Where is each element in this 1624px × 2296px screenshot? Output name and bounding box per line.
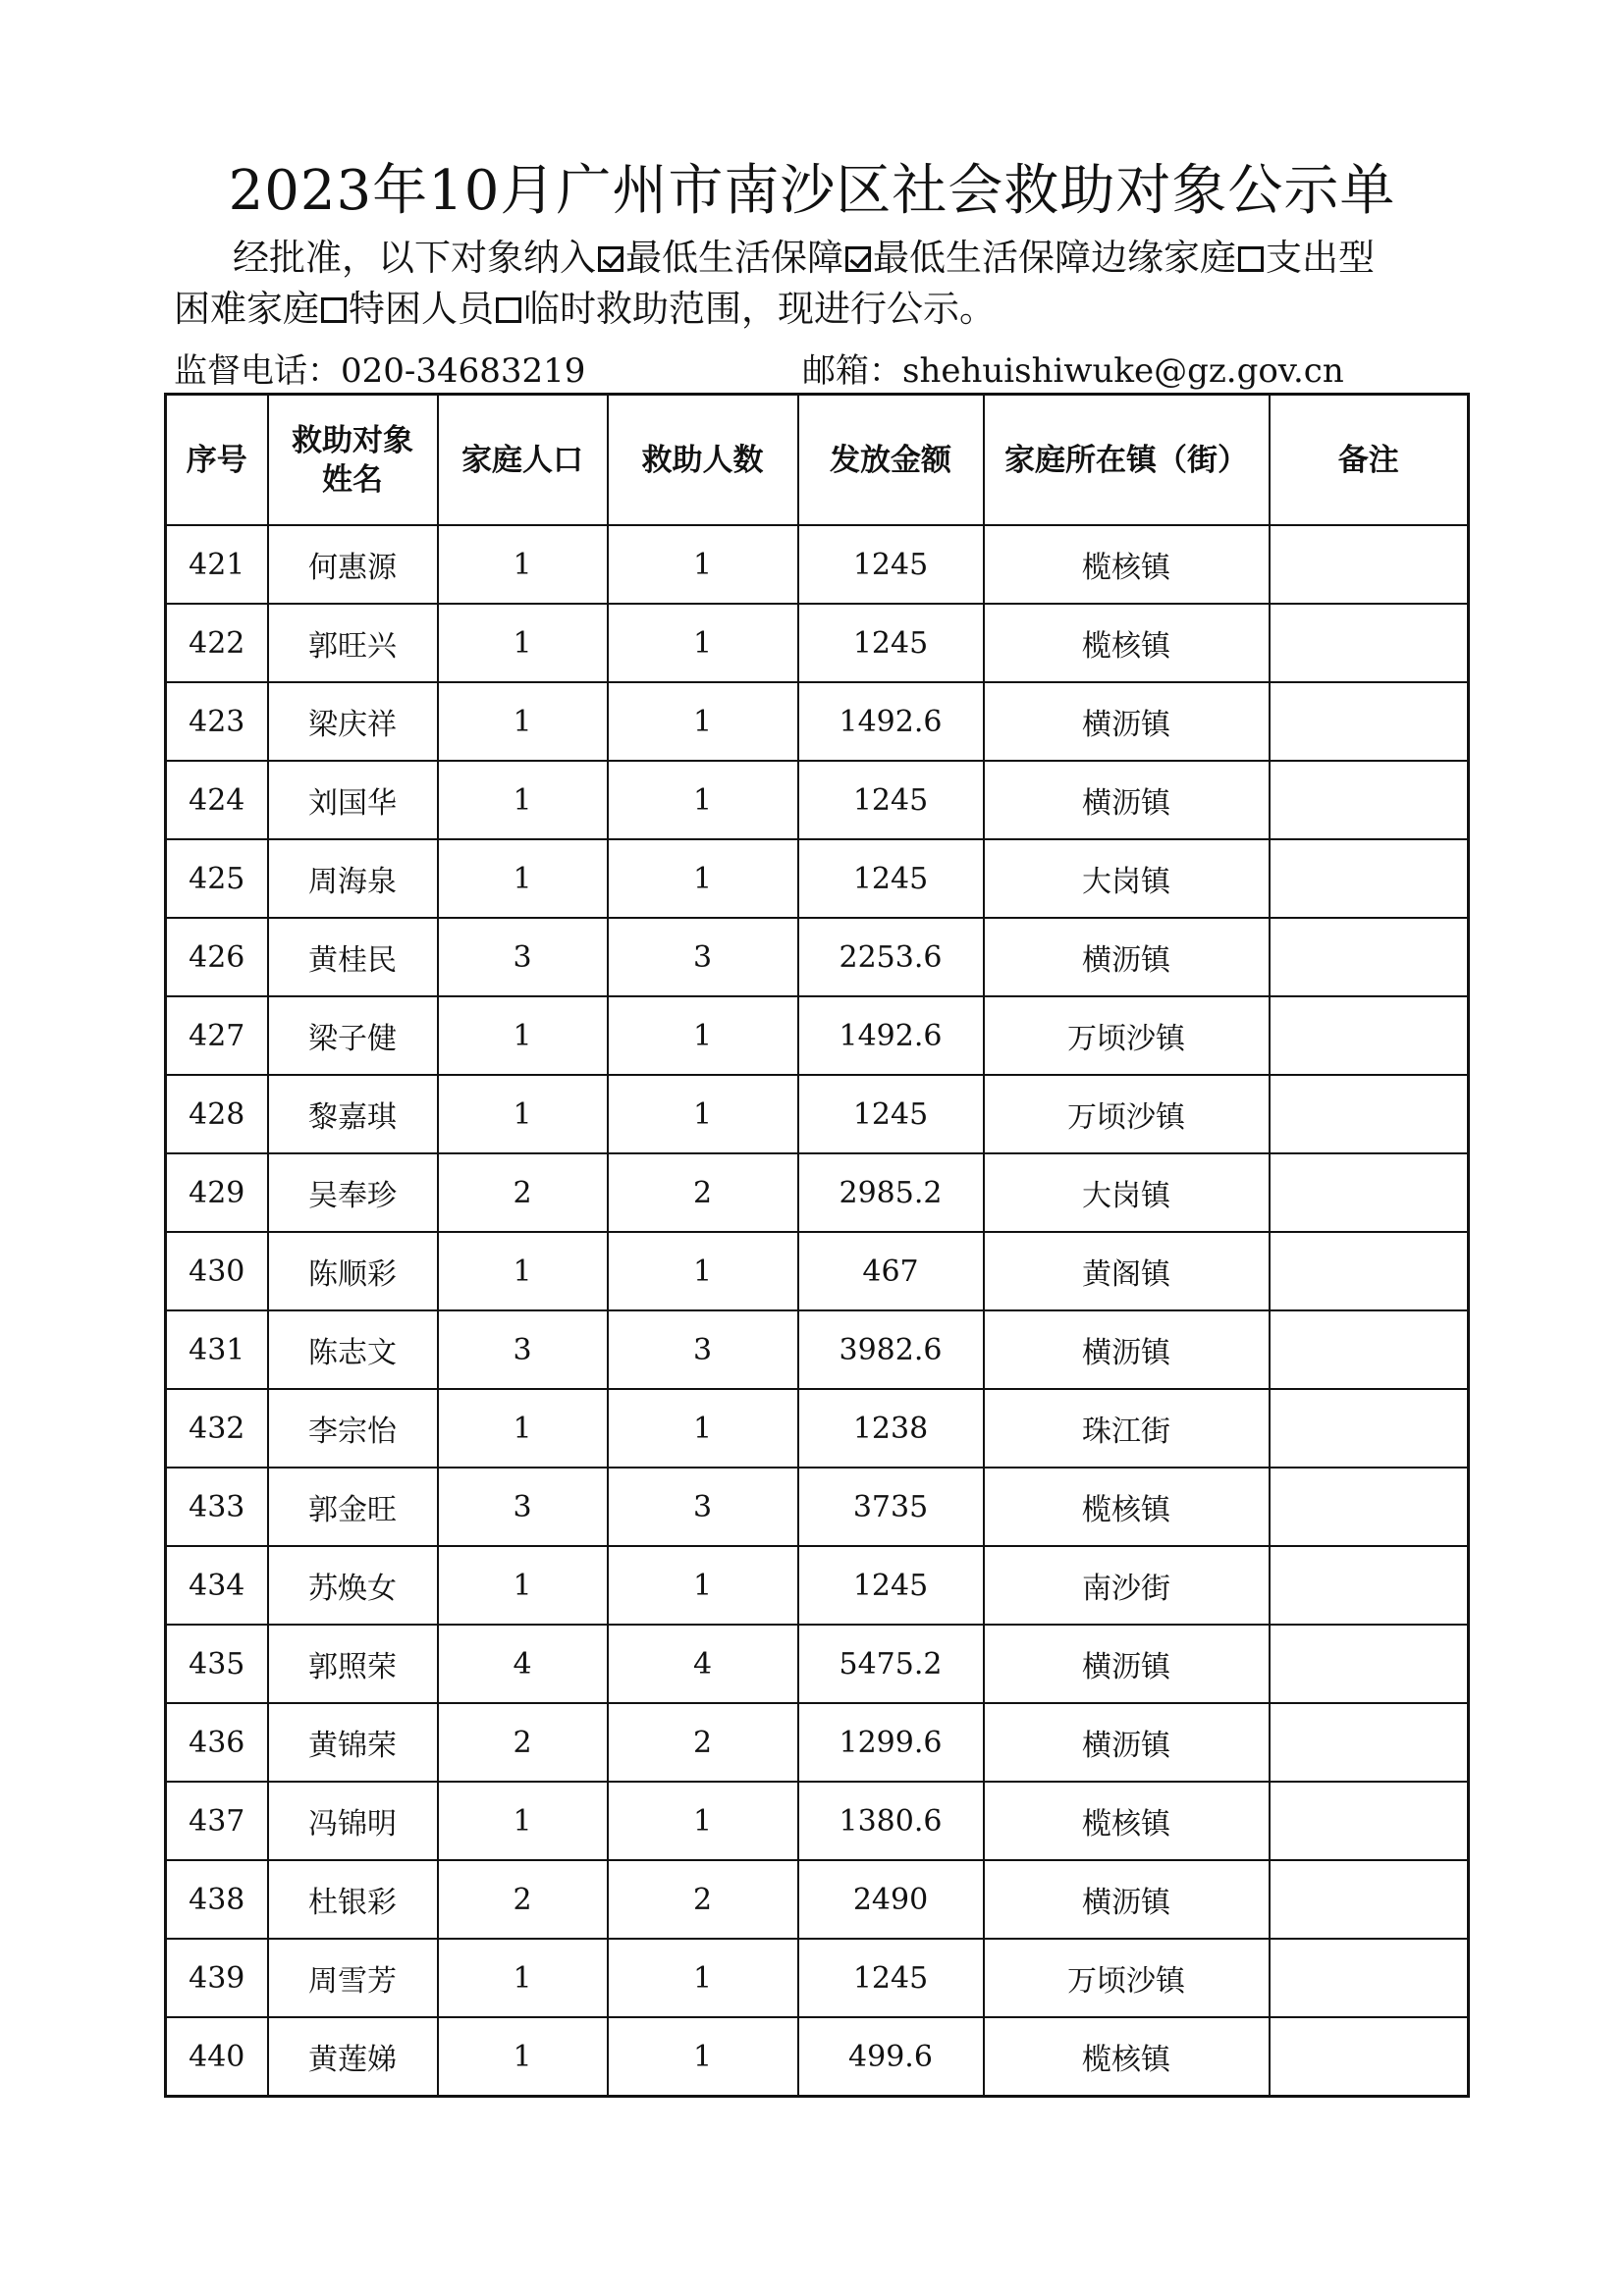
cell-amount: 1492.6: [798, 682, 984, 761]
cell-serial: 426: [166, 918, 268, 996]
header-household-size: 家庭人口: [438, 395, 608, 526]
cell-household-size: 1: [438, 2017, 608, 2097]
cell-town: 榄核镇: [984, 1468, 1270, 1546]
table-row: [166, 918, 1469, 996]
cell-aided-count: 3: [608, 918, 798, 996]
cell-town: 横沥镇: [984, 1310, 1270, 1389]
cell-serial: 436: [166, 1703, 268, 1782]
cell-serial: 432: [166, 1389, 268, 1468]
cell-aided-count: 1: [608, 1782, 798, 1860]
cell-name: 周雪芳: [268, 1939, 438, 2017]
cell-town: 黄阁镇: [984, 1232, 1270, 1310]
table-row: [166, 1860, 1469, 1939]
cell-serial: 431: [166, 1310, 268, 1389]
cell-aided-count: 2: [608, 1860, 798, 1939]
option-label: 特困人员: [349, 288, 494, 330]
intro-prefix: 经批准，以下对象纳入: [233, 237, 596, 279]
intro-paragraph: [174, 233, 1470, 335]
cell-aided-count: 1: [608, 996, 798, 1075]
cell-amount: 3982.6: [798, 1310, 984, 1389]
cell-name: 陈顺彩: [268, 1232, 438, 1310]
cell-name: 梁子健: [268, 996, 438, 1075]
recipient-table: [164, 393, 1470, 2098]
header-town: 家庭所在镇（街）: [984, 395, 1270, 526]
cell-name: 陈志文: [268, 1310, 438, 1389]
cell-aided-count: 1: [608, 2017, 798, 2097]
header-remarks: 备注: [1270, 395, 1469, 526]
cell-name: 刘国华: [268, 761, 438, 839]
cell-remarks: [1270, 918, 1469, 996]
cell-aided-count: 3: [608, 1468, 798, 1546]
cell-name: 李宗怡: [268, 1389, 438, 1468]
cell-aided-count: 1: [608, 1232, 798, 1310]
cell-town: 横沥镇: [984, 682, 1270, 761]
cell-household-size: 1: [438, 1546, 608, 1625]
cell-aided-count: 1: [608, 1939, 798, 2017]
cell-remarks: [1270, 1782, 1469, 1860]
cell-household-size: 1: [438, 604, 608, 682]
cell-serial: 434: [166, 1546, 268, 1625]
cell-remarks: [1270, 2017, 1469, 2097]
cell-remarks: [1270, 1153, 1469, 1232]
cell-household-size: 3: [438, 1310, 608, 1389]
cell-town: 万顷沙镇: [984, 996, 1270, 1075]
cell-serial: 423: [166, 682, 268, 761]
cell-remarks: [1270, 682, 1469, 761]
cell-amount: 1245: [798, 839, 984, 918]
cell-aided-count: 2: [608, 1703, 798, 1782]
cell-name: 冯锦明: [268, 1782, 438, 1860]
email-label: 邮箱：: [802, 351, 902, 391]
cell-serial: 433: [166, 1468, 268, 1546]
cell-name: 杜银彩: [268, 1860, 438, 1939]
table-row: [166, 1625, 1469, 1703]
cell-town: 万顷沙镇: [984, 1939, 1270, 2017]
table-header-row: [166, 395, 1469, 526]
option-label: 最低生活保障: [625, 237, 843, 279]
cell-household-size: 1: [438, 996, 608, 1075]
table-row: [166, 839, 1469, 918]
cell-remarks: [1270, 1939, 1469, 2017]
header-amount: 发放金额: [798, 395, 984, 526]
checkbox-unchecked-icon[interactable]: [1238, 246, 1264, 272]
cell-serial: 440: [166, 2017, 268, 2097]
cell-remarks: [1270, 761, 1469, 839]
cell-town: 横沥镇: [984, 761, 1270, 839]
checkbox-unchecked-icon[interactable]: [321, 297, 347, 323]
cell-household-size: 1: [438, 1232, 608, 1310]
cell-household-size: 2: [438, 1153, 608, 1232]
cell-aided-count: 2: [608, 1153, 798, 1232]
checkbox-checked-icon[interactable]: [598, 246, 623, 272]
option-label-part: 支出型: [1266, 237, 1375, 279]
cell-serial: 429: [166, 1153, 268, 1232]
cell-aided-count: 1: [608, 761, 798, 839]
cell-amount: 2490: [798, 1860, 984, 1939]
table-row: [166, 1782, 1469, 1860]
cell-name: 黄莲娣: [268, 2017, 438, 2097]
cell-amount: 2253.6: [798, 918, 984, 996]
cell-household-size: 1: [438, 1782, 608, 1860]
cell-household-size: 1: [438, 839, 608, 918]
cell-amount: 467: [798, 1232, 984, 1310]
cell-town: 榄核镇: [984, 525, 1270, 604]
cell-serial: 421: [166, 525, 268, 604]
cell-aided-count: 1: [608, 682, 798, 761]
cell-remarks: [1270, 1860, 1469, 1939]
cell-household-size: 2: [438, 1703, 608, 1782]
cell-name: 郭旺兴: [268, 604, 438, 682]
cell-amount: 1380.6: [798, 1782, 984, 1860]
header-name: 救助对象 姓名: [268, 395, 438, 526]
cell-serial: 437: [166, 1782, 268, 1860]
cell-town: 大岗镇: [984, 1153, 1270, 1232]
cell-serial: 439: [166, 1939, 268, 2017]
cell-remarks: [1270, 604, 1469, 682]
cell-aided-count: 4: [608, 1625, 798, 1703]
cell-amount: 1245: [798, 525, 984, 604]
cell-amount: 1492.6: [798, 996, 984, 1075]
cell-remarks: [1270, 1310, 1469, 1389]
cell-remarks: [1270, 1389, 1469, 1468]
phone-label: 监督电话：: [174, 351, 341, 391]
cell-remarks: [1270, 1703, 1469, 1782]
cell-town: 珠江街: [984, 1389, 1270, 1468]
cell-name: 梁庆祥: [268, 682, 438, 761]
cell-household-size: 2: [438, 1860, 608, 1939]
cell-amount: 2985.2: [798, 1153, 984, 1232]
cell-remarks: [1270, 839, 1469, 918]
cell-amount: 499.6: [798, 2017, 984, 2097]
cell-household-size: 1: [438, 761, 608, 839]
cell-amount: 1245: [798, 1939, 984, 2017]
cell-serial: 430: [166, 1232, 268, 1310]
table-row: [166, 682, 1469, 761]
option-label: 临时救助范围: [523, 288, 741, 330]
cell-town: 横沥镇: [984, 1703, 1270, 1782]
cell-aided-count: 1: [608, 525, 798, 604]
cell-name: 黄锦荣: [268, 1703, 438, 1782]
cell-town: 榄核镇: [984, 2017, 1270, 2097]
cell-household-size: 3: [438, 1468, 608, 1546]
cell-household-size: 1: [438, 1389, 608, 1468]
cell-serial: 427: [166, 996, 268, 1075]
header-aided-count: 救助人数: [608, 395, 798, 526]
cell-name: 吴奉珍: [268, 1153, 438, 1232]
cell-household-size: 1: [438, 1075, 608, 1153]
cell-name: 黄桂民: [268, 918, 438, 996]
cell-name: 苏焕女: [268, 1546, 438, 1625]
table-row: [166, 525, 1469, 604]
cell-town: 万顷沙镇: [984, 1075, 1270, 1153]
cell-aided-count: 1: [608, 839, 798, 918]
cell-household-size: 3: [438, 918, 608, 996]
cell-serial: 435: [166, 1625, 268, 1703]
cell-name: 周海泉: [268, 839, 438, 918]
intro-suffix: ，现进行公示。: [741, 288, 996, 330]
cell-remarks: [1270, 1625, 1469, 1703]
email-address: shehuishiwuke@gz.gov.cn: [902, 351, 1344, 391]
cell-amount: 1245: [798, 761, 984, 839]
cell-amount: 1245: [798, 1075, 984, 1153]
phone-number: 020-34683219: [341, 351, 586, 391]
table-row: [166, 761, 1469, 839]
cell-town: 榄核镇: [984, 1782, 1270, 1860]
cell-household-size: 1: [438, 525, 608, 604]
checkbox-checked-icon[interactable]: [845, 246, 871, 272]
cell-amount: 1245: [798, 604, 984, 682]
cell-amount: 1238: [798, 1389, 984, 1468]
table-row: [166, 604, 1469, 682]
cell-remarks: [1270, 525, 1469, 604]
cell-household-size: 4: [438, 1625, 608, 1703]
cell-town: 榄核镇: [984, 604, 1270, 682]
cell-serial: 438: [166, 1860, 268, 1939]
table-row: [166, 1232, 1469, 1310]
cell-name: 何惠源: [268, 525, 438, 604]
cell-amount: 5475.2: [798, 1625, 984, 1703]
cell-serial: 424: [166, 761, 268, 839]
cell-amount: 1299.6: [798, 1703, 984, 1782]
cell-aided-count: 1: [608, 1389, 798, 1468]
cell-name: 黎嘉琪: [268, 1075, 438, 1153]
cell-remarks: [1270, 1546, 1469, 1625]
cell-town: 横沥镇: [984, 1860, 1270, 1939]
contact-line: [174, 344, 1470, 392]
table-row: [166, 1703, 1469, 1782]
cell-town: 横沥镇: [984, 1625, 1270, 1703]
table-row: [166, 2017, 1469, 2097]
table-row: [166, 1939, 1469, 2017]
cell-serial: 428: [166, 1075, 268, 1153]
cell-remarks: [1270, 1232, 1469, 1310]
table-row: [166, 1389, 1469, 1468]
cell-household-size: 1: [438, 1939, 608, 2017]
cell-aided-count: 1: [608, 1546, 798, 1625]
cell-town: 横沥镇: [984, 918, 1270, 996]
option-label: 最低生活保障边缘家庭: [873, 237, 1236, 279]
table-row: [166, 1546, 1469, 1625]
table-row: [166, 1153, 1469, 1232]
cell-aided-count: 1: [608, 604, 798, 682]
table-row: [166, 1075, 1469, 1153]
cell-name: 郭照荣: [268, 1625, 438, 1703]
header-serial: 序号: [166, 395, 268, 526]
cell-aided-count: 3: [608, 1310, 798, 1389]
cell-amount: 3735: [798, 1468, 984, 1546]
cell-remarks: [1270, 996, 1469, 1075]
cell-remarks: [1270, 1468, 1469, 1546]
cell-town: 大岗镇: [984, 839, 1270, 918]
option-label-part: 困难家庭: [174, 288, 319, 330]
table-row: [166, 1468, 1469, 1546]
page-title: 2023年10月广州市南沙区社会救助对象公示单: [228, 159, 1396, 223]
cell-serial: 425: [166, 839, 268, 918]
cell-name: 郭金旺: [268, 1468, 438, 1546]
cell-amount: 1245: [798, 1546, 984, 1625]
checkbox-unchecked-icon[interactable]: [496, 297, 521, 323]
cell-serial: 422: [166, 604, 268, 682]
cell-remarks: [1270, 1075, 1469, 1153]
cell-aided-count: 1: [608, 1075, 798, 1153]
cell-town: 南沙街: [984, 1546, 1270, 1625]
table-row: [166, 1310, 1469, 1389]
cell-household-size: 1: [438, 682, 608, 761]
table-row: [166, 996, 1469, 1075]
